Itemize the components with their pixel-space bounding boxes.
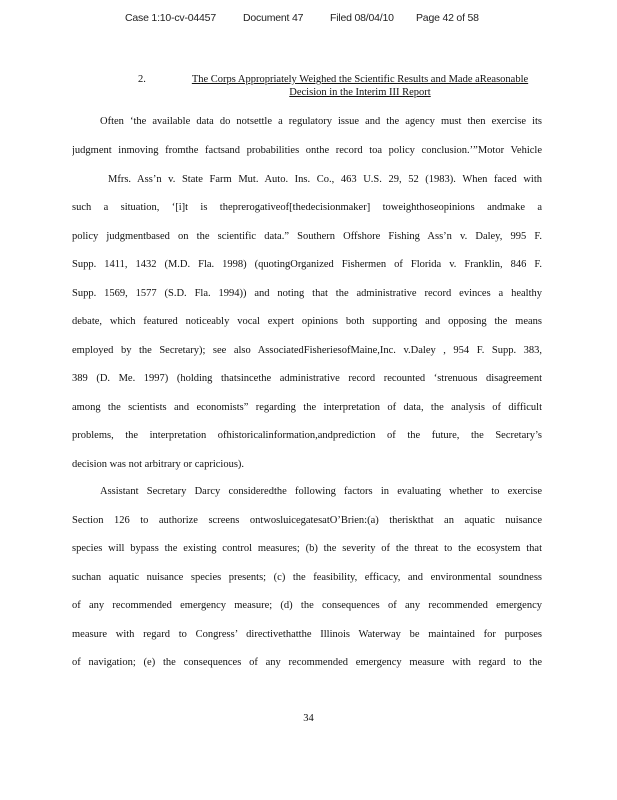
text-line: Often ‘the available data do notsettle a regulatory issue and the agency must then exercise its (100, 116, 542, 127)
text-line: judgment inmoving fromthe factsand probabilities onthe record toa policy conclusion.’”Motor Vehicle (72, 145, 542, 156)
section-title-line-1: The Corps Appropriately Weighed the Scientific Results and Made aReasonable (191, 74, 529, 85)
text-line: suchan aquatic nuisance species presents; (c) the feasibility, efficacy, and environmental soundness (72, 572, 542, 583)
text-line: Assistant Secretary Darcy consideredthe following factors in evaluating whether to exercise (100, 486, 542, 497)
page-of-total: Page 42 of 58 (416, 12, 479, 24)
text-line: policy judgmentbased on the scientific data.” Southern Offshore Fishing Ass’n v. Daley, 995 F. (72, 231, 542, 242)
text-line-citation: Mfrs. Ass’n v. State Farm Mut. Auto. Ins. Co., 463 U.S. 29, 52 (1983). When faced with (108, 174, 542, 185)
text-line: employed by the Secretary); see also AssociatedFisheriesofMaine,Inc. v.Daley , 954 F. Supp. 383, (72, 345, 542, 356)
text-line: problems, the interpretation ofhistoricalinformation,andprediction of the future, the Secretary’s (72, 430, 542, 441)
text-line: Supp. 1569, 1577 (S.D. Fla. 1994)) and noting that the administrative record evinces a healthy (72, 288, 542, 299)
document-number: Document 47 (243, 12, 304, 24)
case-number: Case 1:10-cv-04457 (125, 12, 216, 24)
section-title-line-2: Decision in the Interim III Report (289, 87, 431, 98)
text-line: measure with regard to Congress’ directivethatthe Illinois Waterway be maintained for purposes (72, 629, 542, 640)
section-number: 2. (138, 74, 146, 85)
text-line: Supp. 1411, 1432 (M.D. Fla. 1998) (quotingOrganized Fishermen of Florida v. Franklin, 846 F. (72, 259, 542, 270)
text-line: debate, which featured noticeably vocal expert opinions both supporting and opposing the means (72, 316, 542, 327)
text-line: species will bypass the existing control measures; (b) the severity of the threat to the ecosystem that (72, 543, 542, 554)
text-line: of any recommended emergency measure; (d) the consequences of any recommended emergency (72, 600, 542, 611)
text-line: decision was not arbitrary or capricious). (72, 459, 245, 470)
text-line: among the scientists and economists” regarding the interpretation of data, the analysis of difficult (72, 402, 542, 413)
text-line: Section 126 to authorize screens ontwosluicegatesatO’Brien:(a) theriskthat an aquatic nuisance (72, 515, 542, 526)
text-line: such a situation, ‘[i]t is theprerogativeof[thedecisionmaker] toweighthoseopinions andmake a (72, 202, 542, 213)
text-line: 389 (D. Me. 1997) (holding thatsincethe administrative record recounted ‘strenuous disagreement (72, 373, 542, 384)
section-heading (130, 73, 560, 99)
page-number: 34 (303, 713, 314, 724)
text-line: of navigation; (e) the consequences of any recommended emergency measure with regard to the (72, 657, 542, 668)
filed-date: Filed 08/04/10 (330, 12, 394, 24)
